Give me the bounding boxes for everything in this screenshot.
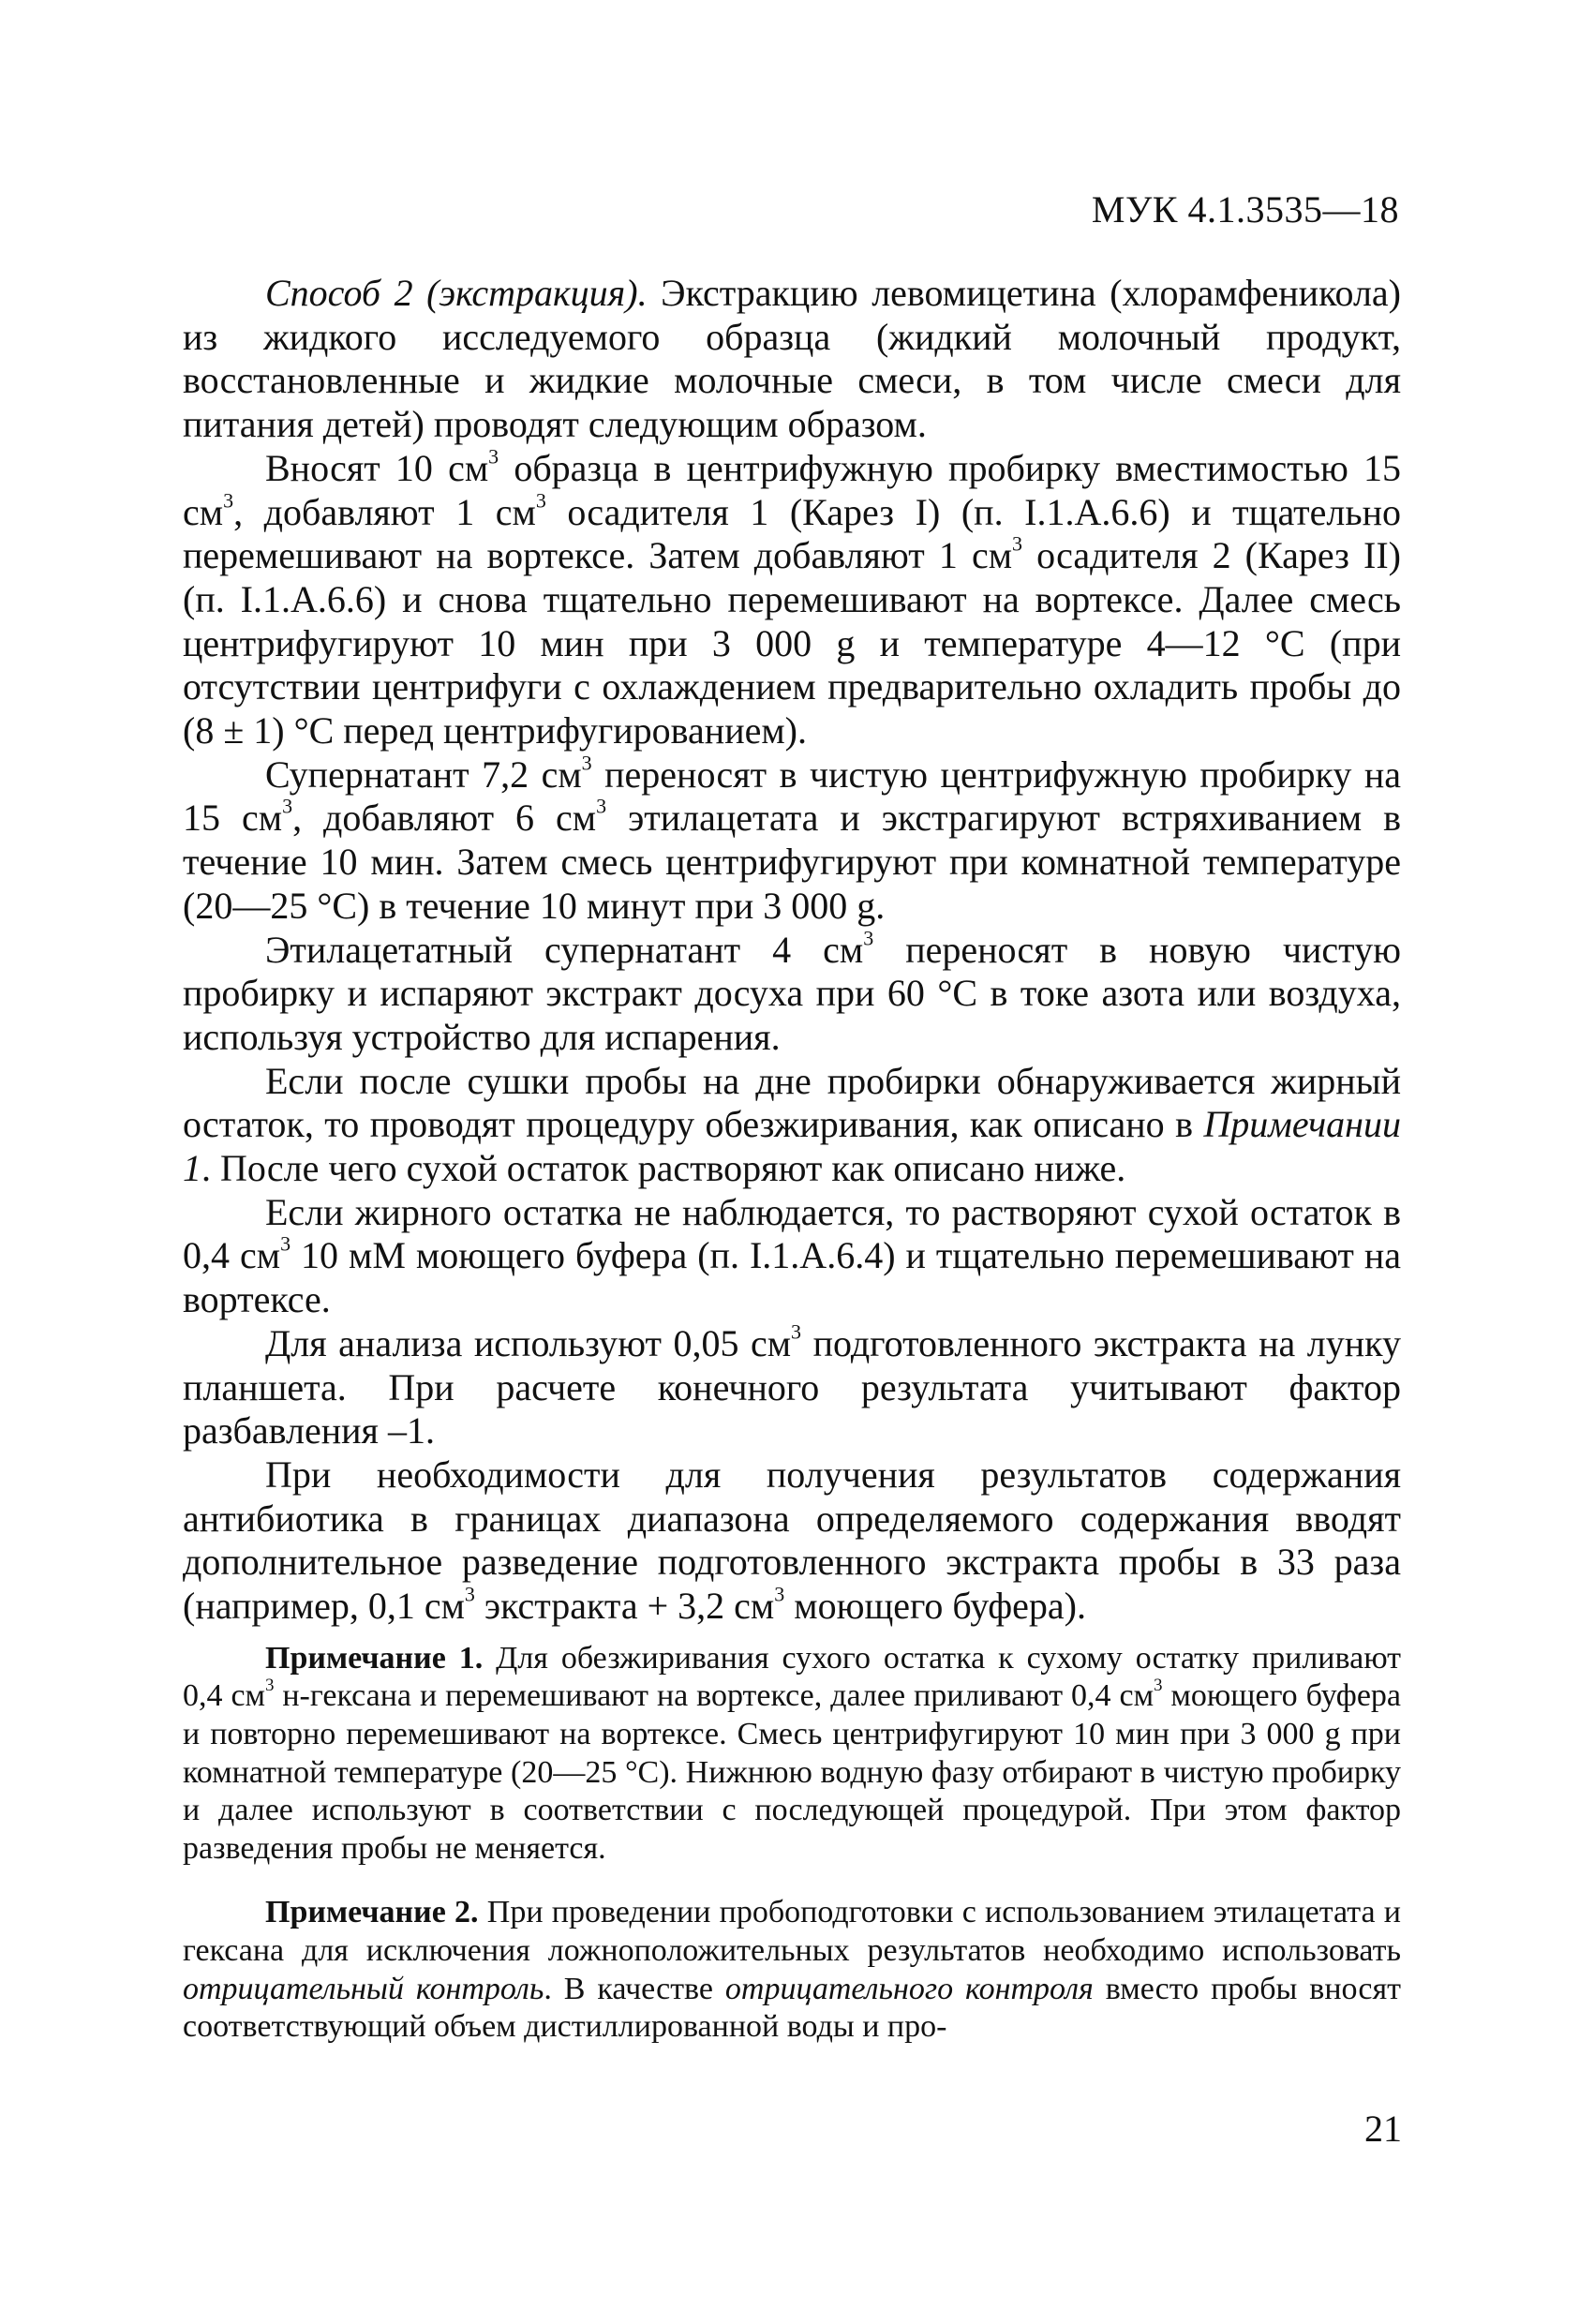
note-2: Примечание 2. При проведении пробоподготовки с использованием этилацетата и гексана для исключения ложноположительных результатов необходимо использовать отрицательный контроль. В качестве отрицательного контроля вместо пробы вносят соответствующий объем дистиллированной воды и про- — [183, 1895, 1401, 2045]
paragraph-dilution: При необходимости для получения результатов содержания антибиотика в границах диапазона определяемого содержания вводят дополнительное разведение подготовленного экстракта пробы в 33 раза (например, 0,1 $см^3$ экстракта + 3,2 $см^3$ моющего буфера). — [183, 1452, 1401, 1628]
paragraph-fatty-residue: Если после сушки пробы на дне пробирки обнаруживается жирный остаток, то проводят процедуру обезжиривания, как описано в Примечании 1. После чего сухой остаток растворяют как описано ниже. — [183, 1059, 1401, 1190]
note-2-label: Примечание 2. — [265, 1895, 479, 1930]
method-title: Способ 2 (экстракция). — [265, 272, 648, 314]
paragraph-dissolve: Если жирного остатка не наблюдается, то растворяют сухой остаток в 0,4 $см^3$ 10 мМ моющего буфера (п. I.1.A.6.4) и тщательно перемешивают на вортексе. — [183, 1190, 1401, 1321]
document-code-header: МУК 4.1.3535—18 — [1091, 188, 1399, 231]
paragraph-supernatant: Супернатант 7,2 $см^3$ переносят в чистую центрифужную пробирку на 15 $см^3$, добавляют 6 $см^3$ этилацетата и экстрагируют встряхиванием в течение 10 мин. Затем смесь центрифугируют при комнатной температуре (20—25 °C) в течение 10 минут при 3 000 g. — [183, 751, 1402, 927]
paragraph-sample-prep: Вносят 10 $см^3$ образца в центрифужную пробирку вместимостью 15 $см^3$, добавляют 1 $см^3$ осадителя 1 (Карез I) (п. I.1.A.6.6) и тщательно перемешивают на вортексе. Затем добавляют 1 $см^3$ осадителя 2 (Карез II) (п. I.1.A.6.6) и снова тщательно перемешивают на вортексе. Далее смесь центрифугируют 10 мин при 3 000 g и температуре 4—12 °C (при отсутствии центрифуги с охлаждением предварительно охладить пробы до (8 ± 1) °C перед центрифугированием). — [183, 444, 1402, 752]
page-number: 21 — [1364, 2108, 1402, 2150]
page-content — [183, 272, 1401, 2047]
paragraph-method-2: Способ 2 (экстракция). Экстракцию левомицетина (хлорамфеникола) из жидкого исследуемого образца (жидкий молочный продукт, восстановленные и жидкие молочные смеси, в том числе смеси для питания детей) проводят следующим образом. — [183, 272, 1402, 446]
note-reference: Примечании 1 — [183, 1103, 1401, 1190]
note-1-label: Примечание 1. — [265, 1640, 484, 1676]
note-1: Примечание 1. Для обезжиривания сухого остатка к сухому остатку приливают 0,4 $см^3$ н-гексана и перемешивают на вортексе, далее приливают 0,4 $см^3$ моющего буфера и повторно перемешивают на вортексе. Смесь центрифугируют 10 мин при 3 000 g при комнатной температуре (20—25 °C). Нижнюю водную фазу отбирают в чистую пробирку и далее используют в соответствии с последующей процедурой. При этом фактор разведения пробы не меняется. — [183, 1640, 1402, 1866]
paragraph-ethyl-acetate: Этилацетатный супернатант 4 $см^3$ переносят в новую чистую пробирку и испаряют экстракт досуха при 60 °C в токе азота или воздуха, используя устройство для испарения. — [183, 925, 1401, 1058]
paragraph-analysis: Для анализа используют 0,05 $см^3$ подготовленного экстракта на лунку планшета. При расчете конечного результата учитывают фактор разбавления –1. — [183, 1319, 1401, 1452]
